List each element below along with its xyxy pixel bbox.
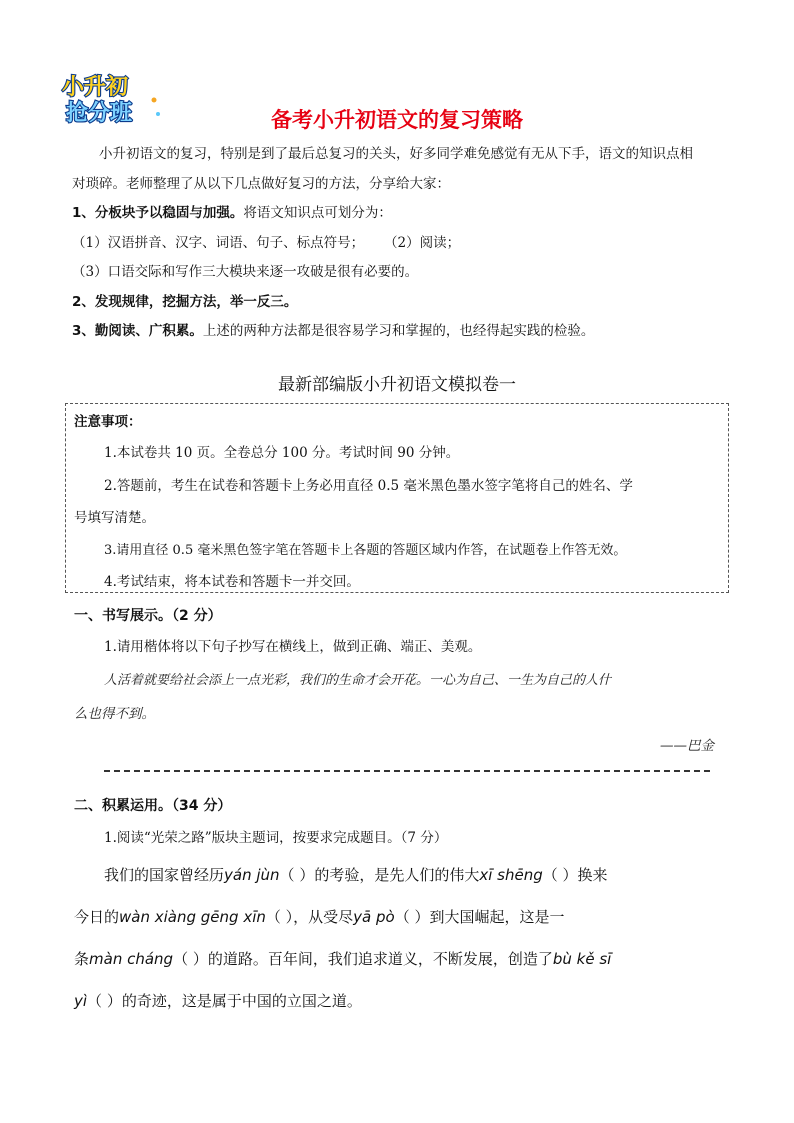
section-1-instruction: 1.请用楷体将以下句子抄写在横线上，做到正确、端正、美观。 — [104, 639, 482, 655]
section-2-heading: 二、积累运用。（34 分） — [74, 798, 232, 814]
pinyin-prompt: yì — [74, 992, 88, 1010]
intro-line-2: 对琐碎。老师整理了从以下几点做好复习的方法，分享给大家： — [72, 176, 450, 192]
tip-2-heading: 2、发现规律，挖掘方法，举一反三。 — [72, 294, 298, 310]
section-1-heading: 一、书写展示。（2 分） — [74, 608, 222, 624]
tip-3 — [72, 321, 594, 341]
text-segment: 今日的 — [74, 908, 120, 926]
pinyin-prompt: bù kě sī — [552, 950, 612, 968]
notice-item-2-cont: 号填写清楚。 — [74, 510, 155, 526]
pinyin-prompt: xī shēng — [479, 866, 543, 884]
tip-3-text: 上述的两种方法都是很容易学习和掌握的，也经得起实践的检验。 — [202, 323, 595, 339]
intro-line-1: 小升初语文的复习，特别是到了最后总复习的关头，好多同学难免感觉有无从下手，语文的知识点相 — [99, 146, 693, 162]
answer-blank[interactable]: （ ）到大国崛起，这是一 — [394, 908, 565, 926]
tip-2 — [72, 292, 297, 312]
quote-line-2: 么也得不到。 — [74, 706, 155, 722]
tip-1-heading: 1、分板块予以稳固与加强。 — [72, 205, 244, 221]
answer-blank[interactable]: （ ）的道路。百年间，我们追求道义，不断发展，创造了 — [173, 950, 553, 968]
logo-line1: 小升初 — [62, 75, 129, 100]
text-segment: 我们的国家曾经历 — [104, 866, 225, 884]
logo-dot-icon — [152, 98, 157, 103]
fill-line-4 — [74, 990, 362, 1011]
tip-1-sub-1: （1）汉语拼音、汉字、词语、句子、标点符号； — [72, 235, 365, 251]
logo-line2: 抢分班 — [66, 101, 133, 126]
notice-item-2: 2.答题前，考生在试卷和答题卡上务必用直径 0.5 毫米黑色墨水签字笔将自己的姓名、学 — [104, 478, 633, 494]
notice-heading: 注意事项： — [74, 414, 142, 430]
notice-box — [65, 403, 729, 593]
pinyin-prompt: màn cháng — [89, 950, 174, 968]
fill-line-3 — [74, 948, 611, 969]
page-title: 备考小升初语文的复习策略 — [271, 108, 523, 132]
tip-1 — [72, 203, 392, 223]
exam-title: 最新部编版小升初语文模拟卷一 — [278, 375, 516, 395]
pinyin-prompt: wàn xiàng gēng xīn — [119, 908, 266, 926]
question-1: 1.阅读“光荣之路”版块主题词，按要求完成题目。（7 分） — [104, 830, 448, 846]
pinyin-prompt: yā pò — [353, 908, 395, 926]
text-segment: 条 — [74, 950, 90, 968]
tip-1-text: 将语文知识点可划分为： — [243, 205, 392, 221]
writing-line[interactable] — [104, 770, 710, 772]
notice-item-3: 3.请用直径 0.5 毫米黑色签字笔在答题卡上各题的答题区域内作答，在试题卷上作答无效。 — [104, 543, 627, 558]
quote-author: ——巴金 — [660, 738, 714, 754]
quote-line-1: 人活着就要给社会添上一点光彩，我们的生命才会开花。一心为自己、一生为自己的人什 — [104, 673, 612, 688]
fill-line-2 — [74, 906, 565, 927]
notice-item-1: 1.本试卷共 10 页。全卷总分 100 分。考试时间 90 分钟。 — [104, 445, 460, 461]
answer-blank[interactable]: （ ）的考验，是先人们的伟大 — [279, 866, 480, 884]
answer-blank[interactable]: （ ）换来 — [542, 866, 608, 884]
notice-item-4: 4.考试结束，将本试卷和答题卡一并交回。 — [104, 574, 360, 590]
answer-blank[interactable]: （ ）的奇迹，这是属于中国的立国之道。 — [87, 992, 362, 1010]
tip-1-sub-2: （2）阅读； — [384, 235, 461, 251]
fill-line-1 — [104, 864, 608, 885]
tip-3-heading: 3、勤阅读、广积累。 — [72, 323, 203, 339]
pinyin-prompt: yán jùn — [224, 866, 280, 884]
answer-blank[interactable]: （ ），从受尽 — [265, 908, 354, 926]
tip-1-sub-3: （3）口语交际和写作三大模块来逐一攻破是很有必要的。 — [72, 264, 419, 280]
